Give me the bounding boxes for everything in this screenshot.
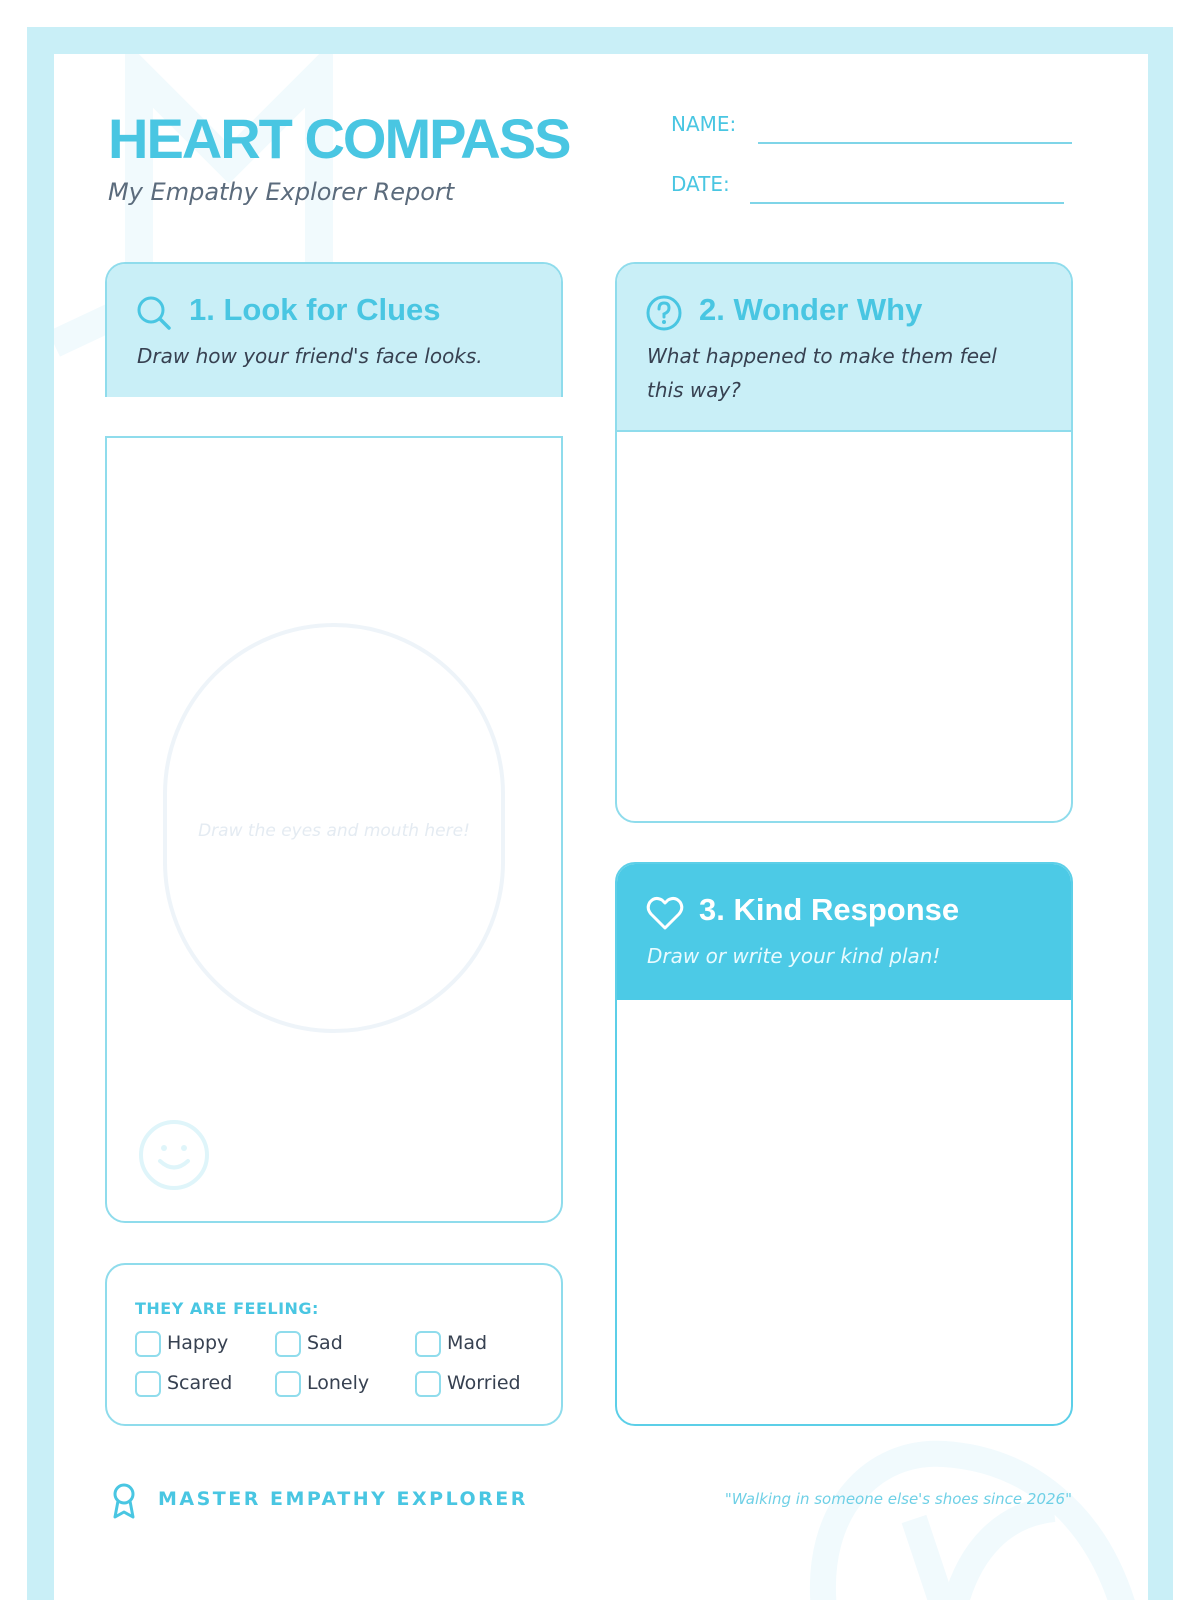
feelings-label: THEY ARE FEELING: [135, 1299, 319, 1318]
face-hint: Draw the eyes and mouth here! [198, 821, 470, 841]
feeling-label: Scared [167, 1372, 233, 1394]
worksheet-subtitle: My Empathy Explorer Report [108, 178, 455, 206]
clues-header [107, 264, 561, 397]
feeling-label: Lonely [307, 1372, 370, 1394]
wonder-why-title: 2. Wonder Why [699, 292, 923, 327]
kind-response-title: 3. Kind Response [699, 892, 960, 927]
search-icon [135, 294, 173, 332]
feeling-label: Mad [447, 1332, 488, 1354]
kind-response-card [615, 862, 1073, 1426]
kind-response-header [617, 864, 1071, 1000]
checkbox[interactable] [135, 1331, 161, 1357]
name-field[interactable] [758, 142, 1072, 144]
date-field[interactable] [750, 202, 1064, 204]
feelings-checklist [105, 1263, 563, 1426]
checkbox[interactable] [135, 1371, 161, 1397]
worksheet-title: HEART COMPASS [108, 107, 570, 170]
date-label: DATE: [671, 172, 730, 196]
kind-response-writing-area[interactable] [617, 1000, 1071, 1424]
checkbox[interactable] [275, 1371, 301, 1397]
checkbox[interactable] [415, 1371, 441, 1397]
clues-subtitle: Draw how your friend's face looks. [137, 344, 483, 368]
checkbox[interactable] [275, 1331, 301, 1357]
wonder-why-subtitle: What happened to make them feel this way? [647, 344, 997, 402]
wonder-why-writing-area[interactable] [617, 432, 1071, 821]
worksheet-page [54, 54, 1148, 1600]
smiley-face-icon [137, 1118, 211, 1192]
name-label: NAME: [671, 112, 737, 136]
feeling-label: Sad [307, 1332, 343, 1354]
clues-header-card [105, 262, 563, 397]
wonder-why-header [617, 264, 1071, 432]
kind-response-subtitle: Draw or write your kind plan! [647, 944, 941, 968]
footer-quote: "Walking in someone else's shoes since 2026" [724, 1490, 1072, 1508]
clues-title: 1. Look for Clues [189, 292, 441, 327]
heart-icon [645, 894, 685, 932]
footer-badge-text: MASTER EMPATHY EXPLORER [158, 1488, 528, 1510]
face-drawing-area[interactable] [105, 436, 563, 1223]
feeling-label: Happy [167, 1332, 229, 1354]
question-circle-icon [645, 294, 683, 332]
feeling-label: Worried [447, 1372, 521, 1394]
checkbox[interactable] [415, 1331, 441, 1357]
award-ribbon-icon [110, 1482, 138, 1520]
wonder-why-card [615, 262, 1073, 823]
